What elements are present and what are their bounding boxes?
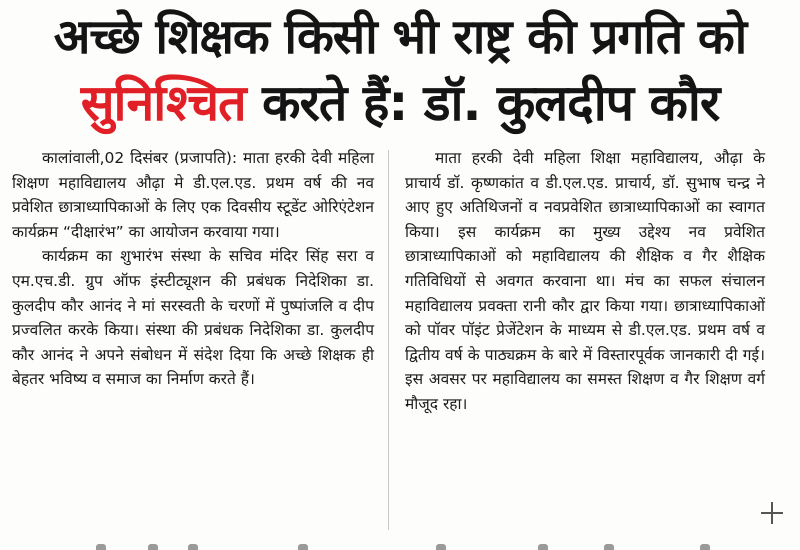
- cutoff-glyph: [604, 544, 614, 550]
- next-line-cutoff: [0, 538, 800, 550]
- cutoff-glyph: [298, 544, 308, 550]
- cutoff-glyph: [538, 544, 548, 550]
- cutoff-glyph: [188, 544, 198, 550]
- article-paragraph: कार्यक्रम का शुभारंभ संस्था के सचिव मंदिर सिंह सरा व एम.एच.डी. ग्रुप ऑफ इंस्टीट्यूशन की प्रबंधक निदेशिका डा. कुलदीप कौर आनंद ने मां सरस्वती के चरणों में पुष्पांजलि व दीप प्रज्वलित करके किया। संस्था की प्रबंधक निदेशिका डा. कुलदीप कौर आनंद ने अपने संबोधन में संदेश दिया कि अच्छे शिक्षक ही बेहतर भविष्य व समाज का निर्माण करते हैं।: [12, 247, 374, 389]
- cutoff-glyph: [436, 544, 446, 550]
- headline-line-1: [0, 8, 800, 66]
- article-paragraph: माता हरकी देवी महिला शिक्षा महाविद्यालय, औढ़ा के प्राचार्य डॉ. कृष्णकांत व डी.एल.एड. प्राचार्य, डॉ. सुभाष चन्द्र ने आए हुए अतिथिजनों व नवप्रवेशित छात्राध्यापिकाओं का स्वागत किया। इस कार्यक्रम का मुख्य उद्देश्य नव प्रवेशित छात्राध्यापिकाओं को महाविद्यालय की शैक्षिक व गैर शैक्षिक गतिविधियों से अवगत करवाना था। मंच का सफल संचालन महाविद्यालय प्रवक्ता रानी कौर द्वार किया गया। छात्राध्यापिकाओं को पॉवर पॉइंट प्रेजेंटेशन के माध्यम से डी.एल.एड. प्रथम वर्ष व द्वितीय वर्ष के पाठ्यक्रम के बारे में विस्तारपूर्वक जानकारी दी गई। इस अवसर पर महाविद्यालय का समस्त शिक्षण व गैर शिक्षण वर्ग मौजूद रहा।: [405, 149, 765, 413]
- article-right-column: [405, 146, 765, 417]
- headline-line-2-rest: करते हैं: डॉ. कुलदीप कौर: [245, 74, 720, 132]
- crop-mark-icon: [761, 502, 783, 524]
- headline-highlight-word: सुनिश्चित: [80, 74, 246, 132]
- cutoff-glyph: [96, 544, 106, 550]
- article-left-column: [12, 146, 374, 392]
- cutoff-glyph: [700, 544, 710, 550]
- headline-line-1-text: अच्छे शिक्षक किसी भी राष्ट्र की प्रगति को: [53, 9, 747, 65]
- article-paragraph: कालांवाली,02 दिसंबर (प्रजापति): माता हरकी देवी महिला शिक्षण महाविद्यालय औढ़ा मे डी.एल.एड. प्रथम वर्ष की नव प्रवेशित छात्राध्यापिकाओं के लिए एक दिवसीय स्टूडेंट ओरिएंटेशन कार्यक्रम “दीक्षारंभ” का आयोजन करवाया गया।: [12, 149, 374, 241]
- cutoff-glyph: [148, 544, 158, 550]
- column-divider: [388, 150, 389, 530]
- headline-line-2: [0, 72, 800, 134]
